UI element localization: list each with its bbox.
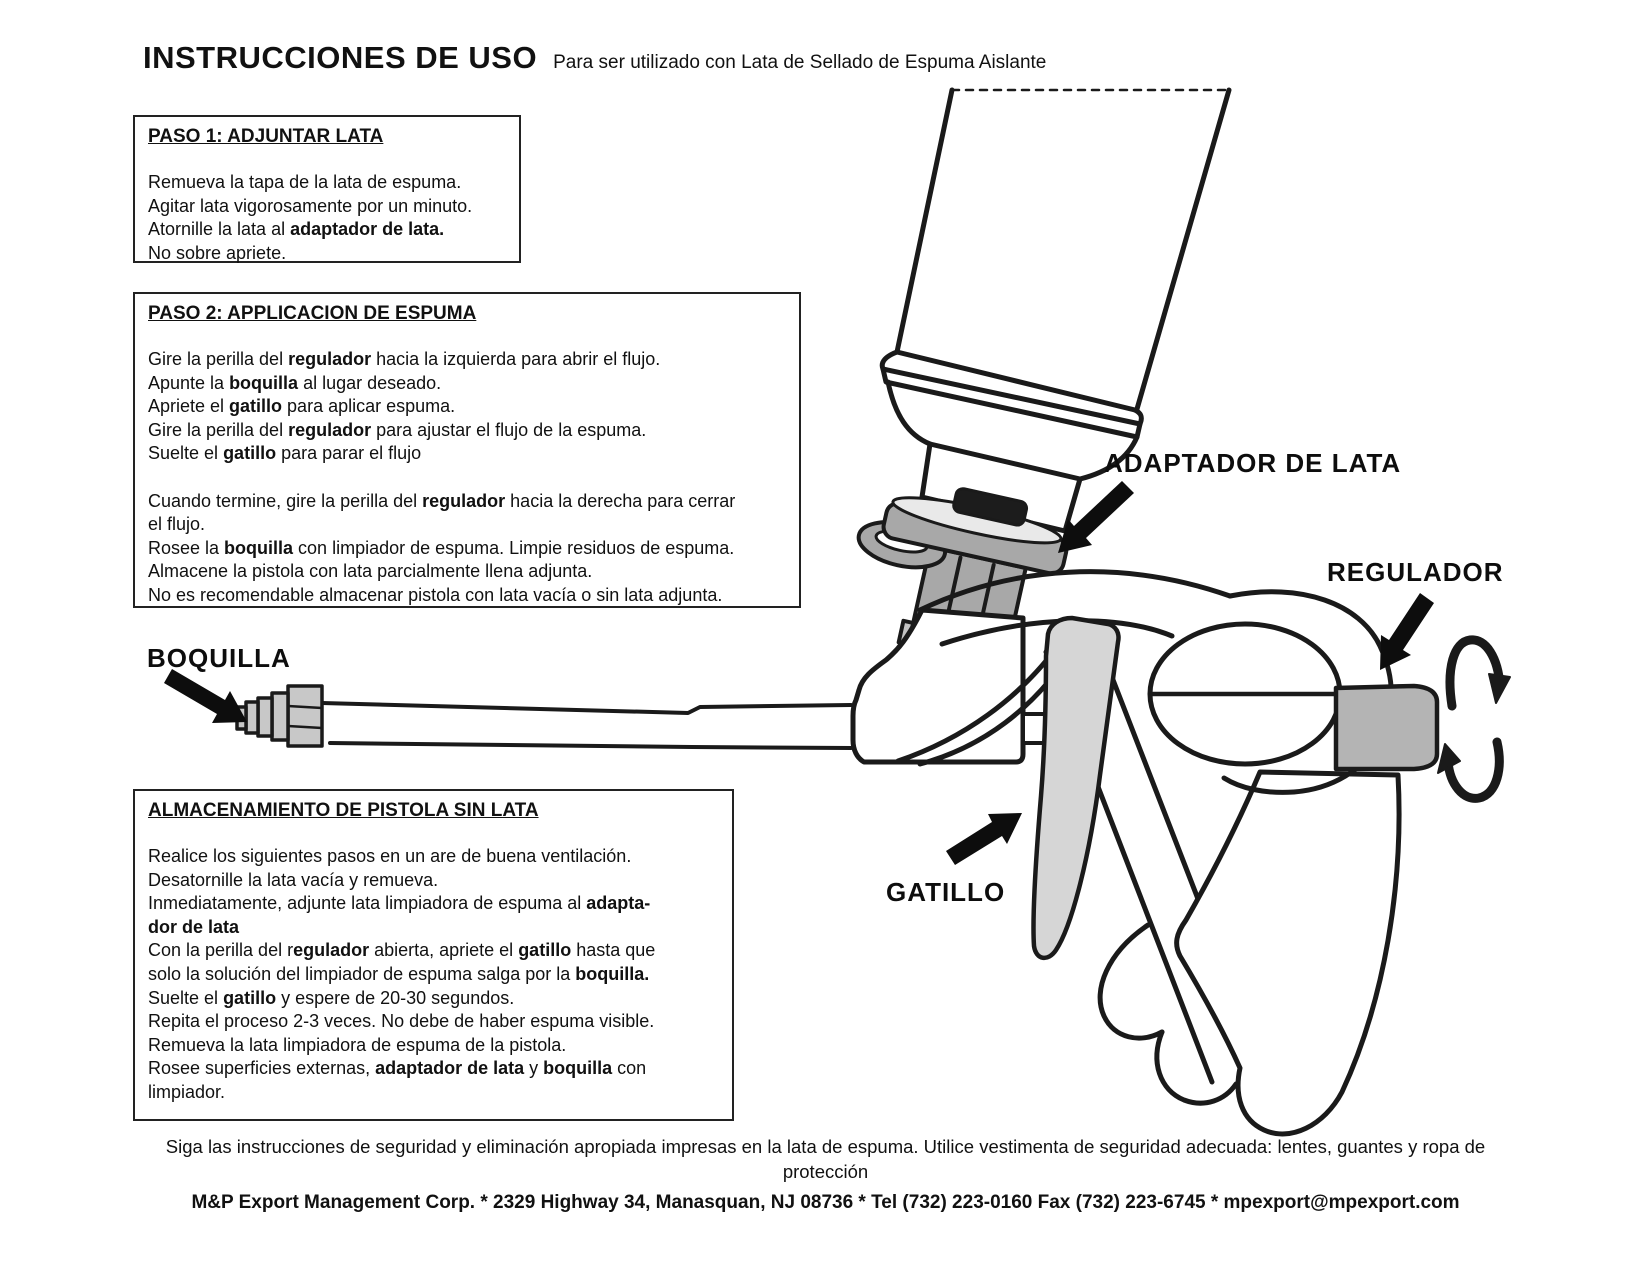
company-contact-line: M&P Export Management Corp. * 2329 Highway 34, Manasquan, NJ 08736 * Tel (732) 223-0160 Fax (732) 223-6745 * mpexport@mpexport.com bbox=[191, 1192, 1460, 1213]
nozzle-arrow bbox=[164, 669, 247, 723]
rotate-counterclockwise-icon bbox=[1438, 742, 1499, 798]
text-line: No es recomendable almacenar pistola con lata vacía o sin lata adjunta. bbox=[148, 584, 723, 605]
trigger-icon bbox=[1033, 618, 1118, 958]
trigger-arrow bbox=[946, 813, 1022, 865]
text-line: Rosee la boquilla con limpiador de espuma. Limpie residuos de espuma. bbox=[148, 537, 735, 558]
text-line: No sobre apriete. bbox=[148, 242, 287, 263]
text-line: Remueva la tapa de la lata de espuma. bbox=[148, 172, 462, 192]
regulator-label: REGULADOR bbox=[1327, 557, 1504, 587]
regulator-knob-icon bbox=[1336, 686, 1437, 769]
text-line: solo la solución del limpiador de espuma salga por la boquilla. bbox=[148, 963, 650, 984]
gun-body bbox=[853, 610, 1023, 762]
text-line: limpiador. bbox=[148, 1081, 226, 1102]
text-line: el flujo. bbox=[148, 514, 206, 535]
rotate-clockwise-icon bbox=[1450, 640, 1510, 706]
storage-heading: ALMACENAMIENTO DE PISTOLA SIN LATA bbox=[148, 800, 539, 821]
text-line: Gire la perilla del regulador hacia la izquierda para abrir el flujo. bbox=[148, 349, 661, 369]
regulator-arrow bbox=[1380, 593, 1434, 670]
nozzle-label: BOQUILLA bbox=[147, 643, 291, 673]
text-line: Suelte el gatillo y espere de 20-30 segundos. bbox=[148, 987, 515, 1008]
text-line: Remueva la lata limpiadora de espuma de la pistola. bbox=[148, 1034, 567, 1055]
text-line: Suelte el gatillo para parar el flujo bbox=[148, 443, 422, 464]
text-line: Gire la perilla del regulador para ajustar el flujo de la espuma. bbox=[148, 419, 647, 440]
text-line: Cuando termine, gire la perilla del regulador hacia la derecha para cerrar bbox=[148, 490, 736, 511]
safety-note-line2: protección bbox=[782, 1161, 869, 1182]
text-line: Agitar lata vigorosamente por un minuto. bbox=[148, 195, 473, 216]
page-title: INSTRUCCIONES DE USO bbox=[143, 40, 538, 75]
text-line: Realice los siguientes pasos en un are de buena ventilación. bbox=[148, 846, 632, 866]
text-line: Rosee superficies externas, adaptador de lata y boquilla con bbox=[148, 1058, 647, 1079]
text-line: Almacene la pistola con lata parcialmente llena adjunta. bbox=[148, 561, 593, 582]
nozzle-icon bbox=[237, 686, 322, 746]
step2-heading: PASO 2: APPLICACION DE ESPUMA bbox=[148, 303, 477, 324]
text-line: Apriete el gatillo para aplicar espuma. bbox=[148, 396, 456, 417]
trigger-label: GATILLO bbox=[886, 877, 1006, 907]
text-line: Inmediatamente, adjunte lata limpiadora de espuma al adapta- bbox=[148, 893, 651, 914]
text-line: Repita el proceso 2-3 veces. No debe de haber espuma visible. bbox=[148, 1011, 655, 1032]
text-line: Atornille la lata al adaptador de lata. bbox=[148, 219, 445, 240]
safety-note-line1: Siga las instrucciones de seguridad y eliminación apropiada impresas en la lata de espuma. Utilice vestimenta de seguridad adecuada: lentes, guantes y ropa de bbox=[165, 1136, 1486, 1157]
step1-heading: PASO 1: ADJUNTAR LATA bbox=[148, 126, 384, 147]
adapter-label: ADAPTADOR DE LATA bbox=[1104, 448, 1402, 478]
text-line: Desatornille la lata vacía y remueva. bbox=[148, 869, 439, 890]
text-line: dor de lata bbox=[148, 916, 240, 937]
gun-barrel bbox=[322, 703, 851, 748]
text-line: Con la perilla del regulador abierta, apriete el gatillo hasta que bbox=[148, 940, 656, 961]
text-line: Apunte la boquilla al lugar deseado. bbox=[148, 372, 442, 393]
page-subtitle: Para ser utilizado con Lata de Sellado de Espuma Aislante bbox=[553, 52, 1047, 73]
